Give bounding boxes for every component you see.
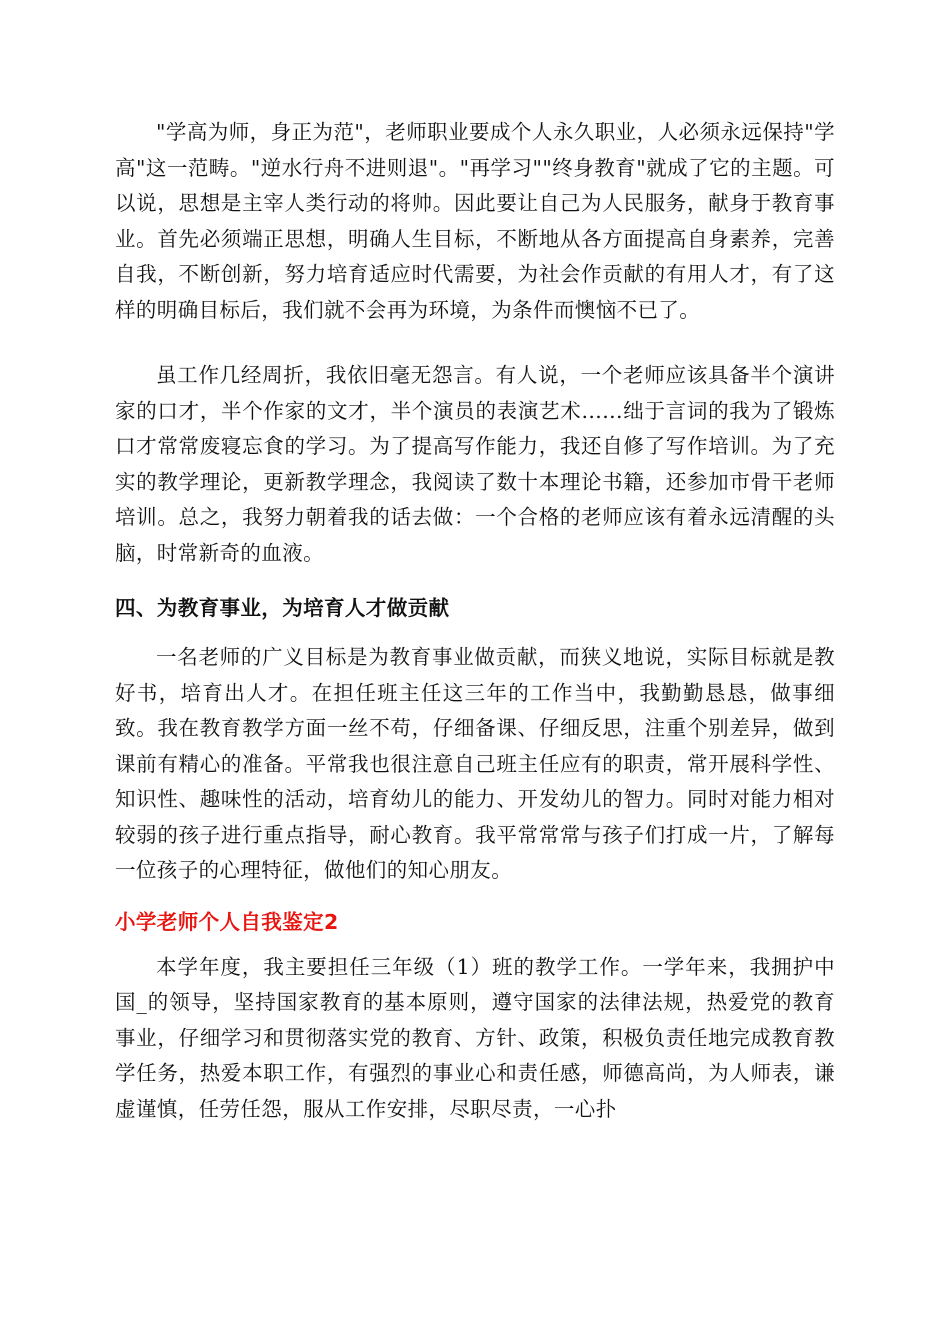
document-page [115,115,835,1127]
paragraph-school-year: 本学年度，我主要担任三年级（1）班的教学工作。一学年来，我拥护中国_的领导，坚持国家教育的基本原则，遵守国家的法律法规，热爱党的教育事业，仔细学习和贯彻落实党的教育、方针、政策，积极负责任地完成教育教学任务，热爱本职工作，有强烈的事业心和责任感，师德高尚，为人师表，谦虚谨慎，任劳任怨，服从工作安排，尽职尽责，一心扑 [115,954,835,1121]
paragraph-teacher-ideals: "学高为师，身正为范"，老师职业要成个人永久职业，人必须永远保持"学高"这一范畴。"逆水行舟不进则退"。"再学习""终身教育"就成了它的主题。可以说，思想是主宰人类行动的将帅。因此要让自己为人民服务，献身于教育事业。首先必须端正思想，明确人生目标，不断地从各方面提高自身素养，完善自我，不断创新，努力培育适应时代需要，为社会作贡献的有用人才，有了这样的明确目标后，我们就不会再为环境，为条件而懊恼不已了。 [115,120,835,322]
paragraph-self-improvement: 虽工作几经周折，我依旧毫无怨言。有人说，一个老师应该具备半个演讲家的口才，半个作家的文才，半个演员的表演艺术......绌于言词的我为了锻炼口才常常废寝忘食的学习。为了提高写作能力，我还自修了写作培训。为了充实的教学理论，更新教学理念，我阅读了数十本理论书籍，还参加市骨干老师培训。总之，我努力朝着我的话去做：一个合格的老师应该有着永远清醒的头脑，时常新奇的血液。 [115,363,835,565]
section-title-self-assessment-2: 小学老师个人自我鉴定2 [115,909,339,934]
paragraph-teaching-goals: 一名老师的广义目标是为教育事业做贡献，而狭义地说，实际目标就是教好书，培育出人才。在担任班主任这三年的工作当中，我勤勤恳恳，做事细致。我在教育教学方面一丝不苟，仔细备课、仔细反思，注重个别差异，做到课前有精心的准备。平常我也很注意自己班主任应有的职责，常开展科学性、知识性、趣味性的活动，培育幼儿的能力、开发幼儿的智力。同时对能力相对较弱的孩子进行重点指导，耐心教育。我平常常常与孩子们打成一片，了解每一位孩子的心理特征，做他们的知心朋友。 [115,645,835,882]
section-heading-contribution: 四、为教育事业，为培育人才做贡献 [115,596,450,620]
